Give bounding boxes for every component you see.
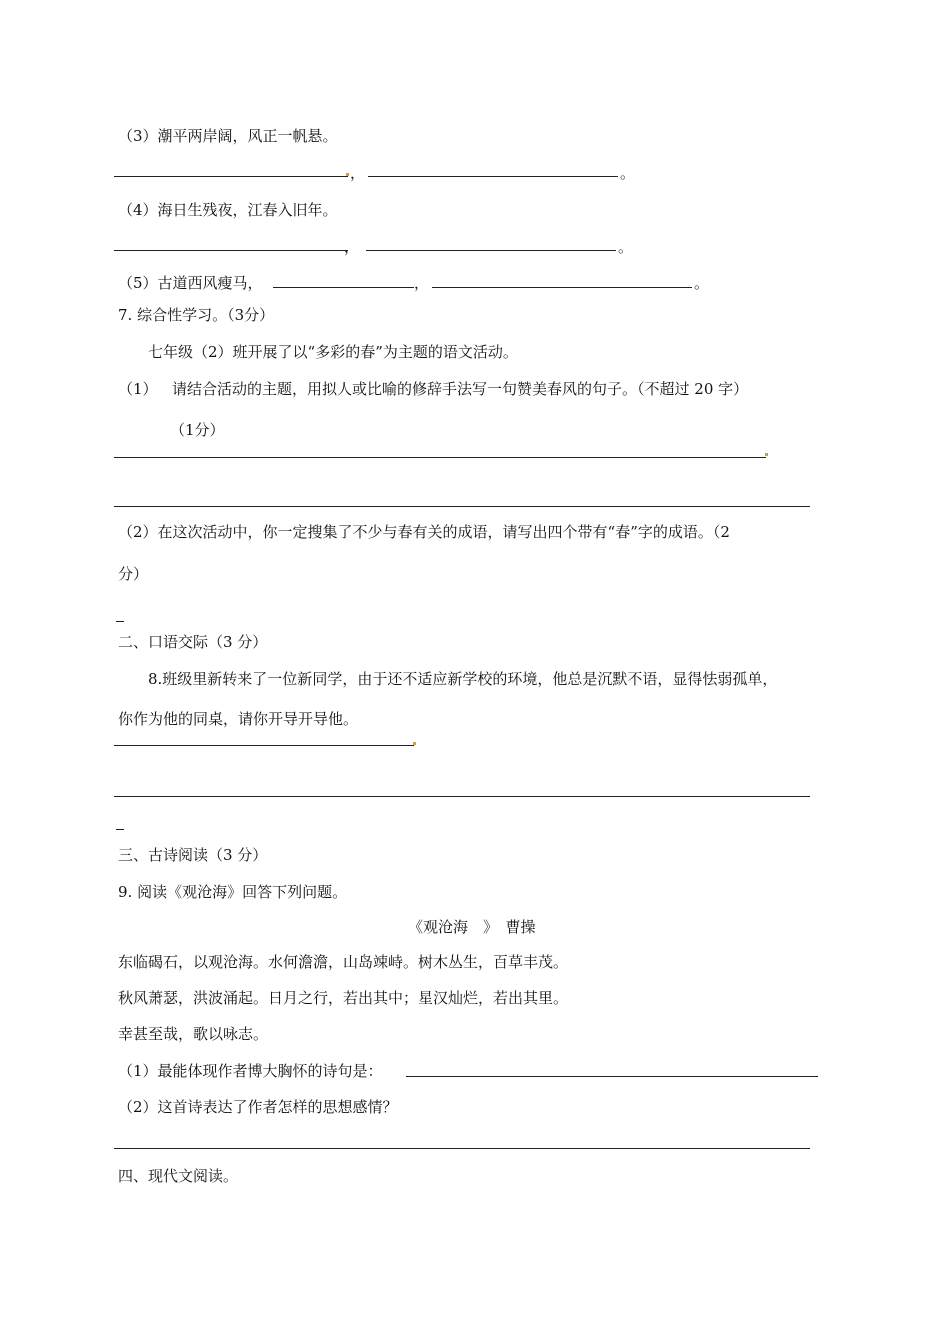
q7-title: 7. 综合性学习。（3分）	[118, 306, 275, 324]
answer-line[interactable]	[114, 745, 414, 746]
period: 。	[618, 238, 634, 256]
decorative-dot	[346, 173, 349, 176]
poem-line-1: 东临碣石，以观沧海。水何澹澹，山岛竦峙。树木丛生，百草丰茂。	[118, 953, 569, 971]
answer-line[interactable]	[114, 250, 348, 251]
answer-line[interactable]	[273, 287, 414, 288]
answer-stub[interactable]	[116, 829, 124, 830]
q6-item3: （3）潮平两岸阔，风正一帆悬。	[118, 127, 338, 145]
section2-title: 二、口语交际（3 分）	[118, 633, 268, 651]
comma: ，	[414, 274, 430, 292]
q7-sub1-text: 请结合活动的主题，用拟人或比喻的修辞手法写一句赞美春风的句子。（不超过 20 字）	[172, 380, 749, 398]
q6-item4: （4）海日生残夜，江春入旧年。	[118, 201, 338, 219]
q9-prompt: 9. 阅读《观沧海》回答下列问题。	[118, 883, 348, 901]
q8-line1: 8.班级里新转来了一位新同学，由于还不适应新学校的环境，他总是沉默不语，显得怯弱孤单，	[148, 670, 778, 688]
poem-line-3: 幸甚至哉，歌以咏志。	[118, 1025, 269, 1043]
q7-sub2-line2: 分）	[118, 565, 149, 583]
q9-sub2: （2）这首诗表达了作者怎样的思想感情？	[118, 1098, 398, 1116]
answer-line[interactable]	[114, 796, 810, 797]
comma: ，	[344, 238, 360, 256]
answer-line[interactable]	[114, 457, 766, 458]
answer-line[interactable]	[114, 176, 348, 177]
q8-line2: 你作为他的同桌，请你开导开导他。	[118, 710, 359, 728]
answer-line[interactable]	[406, 1076, 818, 1077]
answer-stub[interactable]	[116, 621, 124, 622]
decorative-dot	[413, 742, 416, 745]
answer-line[interactable]	[114, 506, 810, 507]
answer-line[interactable]	[368, 176, 618, 177]
section4-title: 四、现代文阅读。	[118, 1167, 239, 1185]
q6-item5: （5）古道西风瘦马，	[118, 274, 263, 292]
q7-sub1-score: （1分）	[170, 421, 225, 439]
answer-line[interactable]	[114, 1148, 810, 1149]
comma: ，	[350, 164, 366, 182]
poem-title: 《观沧海 》 曹操	[408, 918, 536, 936]
q7-sub1-number: （1）	[118, 380, 158, 398]
answer-line[interactable]	[366, 250, 616, 251]
decorative-dot	[765, 453, 768, 456]
q7-intro: 七年级（2）班开展了以“多彩的春”为主题的语文活动。	[148, 343, 518, 361]
q9-sub1: （1）最能体现作者博大胸怀的诗句是：	[118, 1062, 383, 1080]
period: 。	[694, 274, 710, 292]
q7-sub2-line1: （2）在这次活动中，你一定搜集了不少与春有关的成语，请写出四个带有“春”字的成语。（2	[118, 523, 730, 541]
section3-title: 三、古诗阅读（3 分）	[118, 846, 268, 864]
poem-line-2: 秋风萧瑟，洪波涌起。日月之行，若出其中；星汉灿烂，若出其里。	[118, 989, 569, 1007]
period: 。	[620, 164, 636, 182]
answer-line[interactable]	[432, 287, 692, 288]
